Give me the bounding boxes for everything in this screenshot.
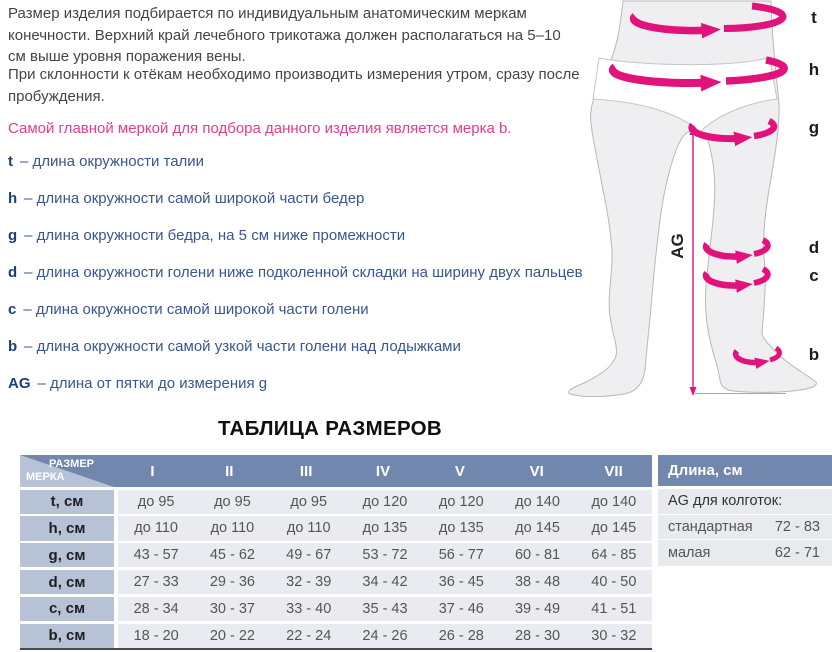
size-cell: до 95: [290, 493, 328, 510]
column-header-1: I: [150, 462, 155, 480]
table-row: [20, 516, 652, 540]
size-cell: 24 - 26: [362, 627, 408, 644]
length-panel-body: [658, 489, 832, 566]
size-cell: до 110: [286, 520, 331, 537]
column-header-6: VI: [529, 462, 544, 480]
size-cell: до 120: [362, 493, 408, 510]
figure-label-c: c: [809, 266, 819, 285]
size-cell: до 95: [214, 493, 251, 510]
measure-desc: – длина окружности самой широкой части бедер: [24, 190, 365, 207]
size-cell: 20 - 22: [209, 627, 255, 644]
size-cell: 28 - 30: [514, 627, 561, 644]
measure-key: h: [8, 190, 18, 207]
size-cell: 43 - 57: [133, 547, 179, 564]
measure-desc: – длина окружности талии: [20, 153, 205, 170]
size-cell: 64 - 85: [591, 547, 637, 564]
table-row: [20, 490, 652, 514]
size-cell: 34 - 42: [362, 574, 408, 591]
size-cell: 35 - 43: [362, 600, 408, 617]
length-option-row: [658, 515, 832, 541]
length-subheader: AG для колготок:: [668, 493, 783, 510]
figure-label-d: d: [808, 238, 820, 257]
row-label-d: d, см: [20, 570, 114, 594]
column-header-2: II: [225, 462, 234, 480]
size-cell: 53 - 72: [362, 547, 408, 564]
table-row: [20, 624, 652, 648]
corner-cell: [20, 455, 114, 487]
size-cell: 56 - 77: [438, 547, 484, 564]
length-subheader-row: [658, 489, 832, 515]
size-table: [20, 455, 652, 648]
size-cell: 28 - 34: [133, 600, 179, 617]
row-label-b: b, см: [20, 624, 114, 648]
size-cell: 32 - 39: [286, 574, 332, 591]
corner-label-size: РАЗМЕР: [48, 458, 94, 470]
size-cell: до 110: [210, 520, 255, 537]
size-cell: 40 - 50: [591, 574, 637, 591]
legs-measurement-diagram: [560, 0, 832, 415]
size-cell: до 145: [591, 520, 637, 537]
measure-key: b: [8, 338, 18, 355]
measure-desc: – длина от пятки до измерения g: [37, 375, 268, 392]
size-cell: 22 - 24: [286, 627, 332, 644]
size-cell: до 140: [515, 493, 560, 510]
measure-def-d: [8, 264, 583, 281]
measure-desc: – длина окружности самой широкой части голени: [23, 301, 369, 318]
table-row: [20, 543, 652, 567]
size-cell: 27 - 33: [133, 574, 179, 591]
size-cell: 37 - 46: [438, 600, 484, 617]
intro-paragraph-1: Размер изделия подбирается по индивидуальным анатомическим меркам конечности. Верхний край лечебного трикотажа должен располагаться на 5–10 см выше уровня поражения вены.: [8, 5, 561, 65]
row-label-t: t, см: [20, 490, 114, 514]
measure-desc: – длина окружности самой узкой части голени над лодыжками: [24, 338, 461, 355]
measure-def-h: [8, 190, 364, 207]
size-cell: 33 - 40: [286, 600, 332, 617]
column-header-5: V: [454, 462, 465, 480]
size-cell: 30 - 32: [591, 627, 637, 644]
measure-key: t: [8, 153, 13, 170]
measure-def-t: [8, 153, 204, 170]
size-cell: 36 - 45: [438, 574, 484, 591]
size-cell: 45 - 62: [209, 547, 255, 564]
size-cell: 41 - 51: [591, 600, 637, 617]
row-label-g: g, см: [20, 543, 114, 567]
measure-key: g: [8, 227, 18, 244]
size-cell: до 110: [134, 520, 178, 537]
measure-def-c: [8, 301, 369, 318]
length-option-value: 72 - 83: [774, 518, 820, 535]
length-panel: [658, 455, 832, 566]
length-option-value: 62 - 71: [774, 544, 820, 561]
size-cell: 39 - 49: [514, 600, 561, 617]
measure-def-g: [8, 227, 405, 244]
column-header-7: VII: [604, 462, 623, 480]
size-cell: 60 - 81: [514, 547, 561, 564]
figure-label-h: h: [808, 60, 820, 79]
size-cell: до 120: [438, 493, 484, 510]
measure-desc: – длина окружности бедра, на 5 см ниже промежности: [24, 227, 406, 244]
corner-label-measure: МЕРКА: [26, 471, 65, 483]
intro-paragraph-2: При склонности к отёкам необходимо производить измерения утром, сразу после пробуждения.: [8, 66, 580, 105]
ag-arrow-down: [690, 387, 697, 396]
size-cell: 29 - 36: [209, 574, 255, 591]
measure-key: c: [8, 301, 17, 318]
table-bottom-border: [20, 648, 652, 650]
measure-key: AG: [8, 375, 31, 392]
size-table-header: [20, 455, 652, 487]
column-header-3: III: [299, 462, 313, 480]
size-cell: 38 - 48: [514, 574, 561, 591]
length-option-row: [658, 540, 832, 566]
size-cell: до 95: [137, 493, 175, 510]
table-row: [20, 570, 652, 594]
figure-label-b: b: [808, 345, 820, 364]
size-cell: до 135: [362, 520, 408, 537]
size-table-title: ТАБЛИЦА РАЗМЕРОВ: [217, 417, 443, 440]
length-panel-header: Длина, см: [658, 455, 832, 486]
table-row: [20, 597, 652, 621]
length-option-label: стандартная: [668, 518, 753, 535]
measure-def-b: [8, 338, 461, 355]
size-cell: до 145: [515, 520, 560, 537]
figure-label-t: t: [811, 8, 817, 27]
size-cell: 49 - 67: [286, 547, 332, 564]
intro-highlight-note: Самой главной меркой для подбора данного изделия является мерка b.: [8, 120, 512, 137]
size-cell: до 135: [438, 520, 484, 537]
size-cell: 18 - 20: [133, 627, 179, 644]
figure-label-g: g: [808, 118, 820, 137]
size-cell: до 140: [591, 493, 637, 510]
measure-key: d: [8, 264, 18, 281]
measure-desc: – длина окружности голени ниже подколенной складки на ширину двух пальцев: [24, 264, 583, 281]
size-cell: 30 - 37: [209, 600, 255, 617]
row-label-h: h, см: [20, 516, 114, 540]
row-label-c: c, см: [20, 597, 114, 621]
ag-line-label: AG: [668, 233, 687, 259]
size-cell: 26 - 28: [438, 627, 484, 644]
length-option-label: малая: [668, 544, 711, 561]
column-header-4: IV: [375, 462, 391, 480]
measure-def-ag: [8, 375, 267, 392]
